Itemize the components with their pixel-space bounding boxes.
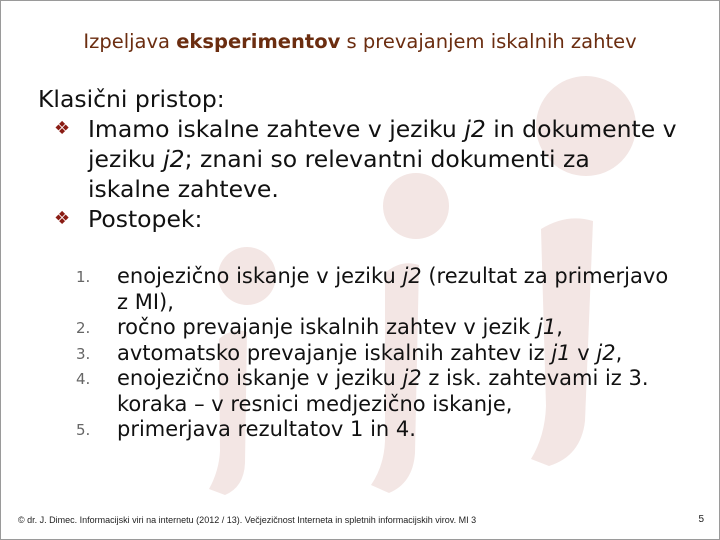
numbered-list xyxy=(38,264,678,443)
page-number: 5 xyxy=(698,514,704,525)
italic-text: j2 xyxy=(596,340,616,365)
text-run: , xyxy=(556,315,563,339)
title-text-end: s prevajanjem iskalnih zahtev xyxy=(340,30,637,53)
text-run: z isk. zahtevami iz 3. koraka – v resnici medjezično iskanje, xyxy=(117,366,649,416)
text-run: enojezično iskanje v jeziku xyxy=(117,264,403,288)
step-number: 1. xyxy=(76,268,91,286)
slide-body xyxy=(38,84,678,441)
italic-text: j1 xyxy=(536,315,557,339)
bullet-list xyxy=(38,114,678,234)
section-heading: Klasični pristop: xyxy=(38,85,225,113)
step-number: 2. xyxy=(76,319,91,337)
italic-text: j1 xyxy=(551,340,571,365)
step-number: 4. xyxy=(76,370,91,388)
text-run: avtomatsko prevajanje iskalnih zahtev iz xyxy=(117,340,552,365)
text-run: ročno prevajanje iskalnih zahtev v jezik xyxy=(117,315,537,339)
footer-copyright: © dr. J. Dimec. Informacijski viri na internetu (2012 / 13). Večjezičnost Interneta in spletnih informacijskih virov. MI 3 xyxy=(18,515,477,525)
italic-text: j2 xyxy=(402,366,422,390)
text-run: , xyxy=(615,340,623,365)
italic-text: j2 xyxy=(402,264,422,288)
text-run: enojezično iskanje v jeziku xyxy=(117,366,403,390)
diamond-bullet-icon: ❖ xyxy=(54,118,71,139)
text-run: v xyxy=(570,340,597,365)
bullet-item xyxy=(38,114,678,204)
bullet-item xyxy=(38,204,678,234)
italic-text: j2 xyxy=(163,145,185,173)
step-number: 5. xyxy=(76,421,91,439)
diamond-bullet-icon: ❖ xyxy=(54,208,71,229)
text-run: ; znani so relevantni dokumenti za iskalne zahteve. xyxy=(88,145,590,203)
text-run: Imamo iskalne zahteve v jeziku xyxy=(88,115,465,143)
step-item xyxy=(38,315,678,341)
step-number: 3. xyxy=(76,344,91,363)
text-run: primerjava rezultatov 1 in 4. xyxy=(117,417,416,441)
title-text-start: Izpeljava xyxy=(83,30,177,53)
title-text-bold: eksperimentov xyxy=(176,30,341,53)
slide-title xyxy=(1,30,719,53)
step-item xyxy=(38,417,678,443)
step-item xyxy=(38,366,678,417)
text-run: in dokumente v jeziku xyxy=(88,115,677,173)
step-item xyxy=(38,264,678,315)
step-item xyxy=(38,341,678,367)
text-run: (rezultat za primerjavo z MI), xyxy=(117,264,669,314)
italic-text: j2 xyxy=(464,115,486,143)
text-run: Postopek: xyxy=(88,205,203,233)
